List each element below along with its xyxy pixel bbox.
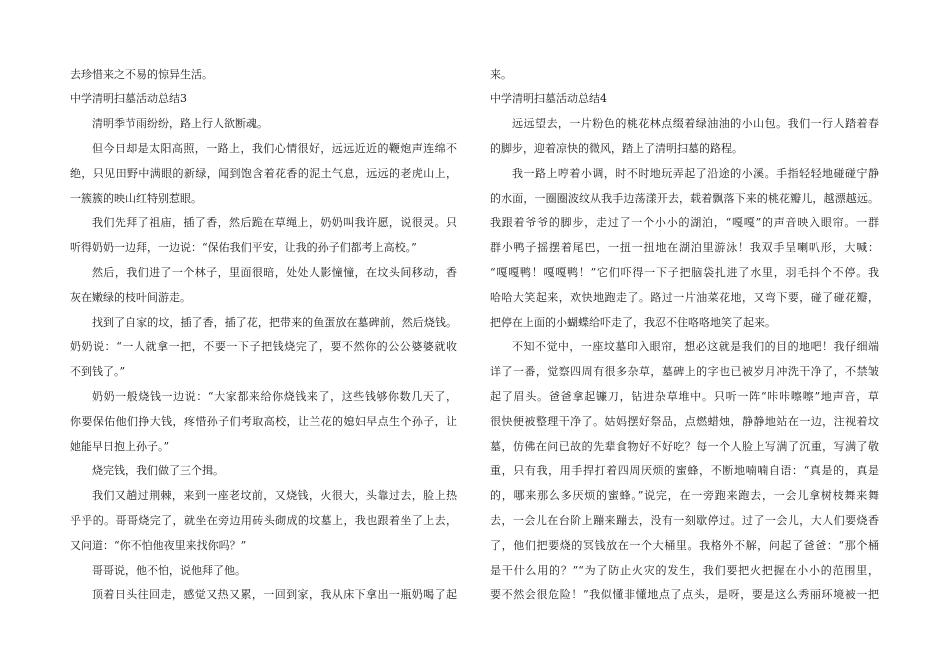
paragraph <box>70 459 457 484</box>
text-line: 群小鸭子摇摆着尾巴，一扭一扭地在湖泊里游泳！我双手呈喇叭形，大喊： <box>490 241 879 255</box>
paragraph <box>70 583 457 608</box>
text-line: 顶着日头往回走，感觉又热又累，一回到家，我从床下拿出一瓶奶喝了起 <box>92 588 457 602</box>
text-line: 了，他们把要烧的冥钱放在一个大桶里。我格外不解，问起了爸爸：“那个桶 <box>490 538 879 552</box>
text-line: 把停在上面的小蝴蝶给吓走了，我忍不住咯咯地笑了起来。 <box>490 315 776 329</box>
paragraph <box>70 137 457 211</box>
paragraph <box>70 559 457 584</box>
text-line: 的，哪来那么多厌烦的蜜蜂。”说完，在一旁跑来跑去，一会儿拿树枝舞来舞 <box>490 489 879 503</box>
text-line: 不知不觉中，一座坟墓印入眼帘，想必这就是我们的目的地吧！我仔细端 <box>512 340 879 354</box>
text-line: 清明季节雨纷纷，路上行人欲断魂。 <box>92 117 268 131</box>
text-line: 一簇簇的映山红特别惹眼。 <box>70 191 202 205</box>
section-heading: 中学清明扫墓活动总结4 <box>490 92 607 106</box>
paragraph <box>70 261 457 311</box>
text-line: 我跟着爷爷的脚步，走过了一个小小的湖泊，“嘎嘎”的声音映入眼帘。一群 <box>490 216 879 230</box>
text-line: 灰在嫩绿的枝叶间游走。 <box>70 290 191 304</box>
text-line: 乎乎的。哥哥烧完了，就坐在旁边用砖头砌成的坟墓上，我也跟着坐了上去， <box>70 513 457 527</box>
text-line: 我们又趟过荆棘，来到一座老坟前，又烧钱，火很大，头靠过去，脸上热 <box>92 489 457 503</box>
paragraph <box>490 335 879 608</box>
paragraph <box>70 311 457 385</box>
text-line: 然后，我们进了一个林子，里面很暗，处处人影憧憧，在坟头间移动，香 <box>92 265 457 279</box>
text-line: 的脚步，迎着凉快的微风，踏上了清明扫墓的路程。 <box>490 141 743 155</box>
text-line: 你要保佑他们挣大钱，疼惜孙子们考取高校，让兰花的媳妇早点生个孙子，让 <box>70 414 457 428</box>
text-line: 烧完钱，我们做了三个揖。 <box>92 464 224 478</box>
text-line: 找到了自家的坟，插了香，插了花，把带来的鱼蛋放在墓碑前，然后烧钱。 <box>92 315 457 329</box>
text-line: 要不然会很危险！”我似懂非懂地点了点头，是呀，要是这么秀丽环境被一把 <box>490 588 879 602</box>
text-line: 哈哈大笑起来，欢快地跑走了。路过一片油菜花地，又弯下要，碰了碰花瓣， <box>490 290 879 304</box>
text-line: 起了眉头。爸爸拿起镰刀，钻进杂草堆中。只听一阵“咔咔嚓嚓”地声音，草 <box>490 389 879 403</box>
left-column <box>70 63 457 609</box>
text-line: 来。 <box>490 67 512 81</box>
text-line: 详了一番，觉察四周有很多杂草，墓碑上的字也已被岁月冲洗干净了，不禁皱 <box>490 365 879 379</box>
text-line: 的水面，一圈圈波纹从我手边荡漾开去，载着飘落下来的桃花瓣儿，越漂越远。 <box>490 191 879 205</box>
paragraph <box>490 112 879 162</box>
paragraph <box>70 112 457 137</box>
section-heading: 中学清明扫墓活动总结3 <box>70 92 187 106</box>
text-line: 是干什么用的？”“为了防止火灾的发生，我们要把火把握在小小的范围里， <box>490 563 879 577</box>
paragraph <box>490 162 879 336</box>
text-line: 墓，仿佛在问已故的先辈食物好不好吃？每一个人脸上写满了沉重，写满了敬 <box>490 439 879 453</box>
text-line: 她能早日抱上孙子。” <box>70 439 170 453</box>
text-line: 我一路上哼着小调，时不时地玩弄起了沿途的小溪。手指轻轻地碰碰宁静 <box>512 166 879 180</box>
paragraph <box>70 385 457 459</box>
text-line: 去珍惜来之不易的惊异生活。 <box>70 67 213 81</box>
text-line: 奶奶说：“一人就拿一把，不要一下子把钱烧完了，要不然你的公公婆婆就收 <box>70 340 457 354</box>
paragraph <box>70 211 457 261</box>
paragraph <box>70 484 457 558</box>
text-line: 很快便被整理干净了。姑妈摆好祭品，点燃蜡烛，静静地站在一边，注视着坟 <box>490 414 879 428</box>
text-line: 不到钱了。” <box>70 365 126 379</box>
text-line: 听得奶奶一边拜，一边说：“保佑我们平安，让我的孙子们都考上高校。” <box>70 241 417 255</box>
text-line: 远远望去，一片粉色的桃花林点缀着绿油油的小山包。我们一行人踏着春 <box>512 117 879 131</box>
text-line: 奶奶一般烧钱一边说：“大家都来给你烧钱来了，这些钱够你数几天了， <box>92 389 457 403</box>
right-column <box>490 63 879 609</box>
text-line: 又问道：“你不怕他夜里来找你吗？” <box>70 538 247 552</box>
paragraph <box>70 63 457 88</box>
paragraph <box>490 63 879 88</box>
text-line: 重，只有我，用手捍打着四周厌烦的蜜蜂，不断地喃喃自语：“真是的，真是 <box>490 464 879 478</box>
text-line: “嘎嘎鸭！嘎嘎鸭！”它们吓得一下子把脑袋扎进了水里，羽毛抖个不停。我 <box>490 265 879 279</box>
text-line: 但今日却是太阳高照，一路上，我们心情很好，远远近近的鞭炮声连绵不 <box>92 141 457 155</box>
text-line: 我们先拜了祖庙，插了香，然后跪在草绳上，奶奶叫我许愿，说很灵。只 <box>92 216 457 230</box>
text-line: 绝，只见田野中满眼的新绿，闻到饱含着花香的泥土气息，远远的老虎山上， <box>70 166 457 180</box>
text-line: 哥哥说，他不怕，说他拜了他。 <box>92 563 246 577</box>
text-line: 去，一会儿在台阶上蹦来蹦去，没有一刻歇停过。过了一会儿，大人们要烧香 <box>490 513 879 527</box>
